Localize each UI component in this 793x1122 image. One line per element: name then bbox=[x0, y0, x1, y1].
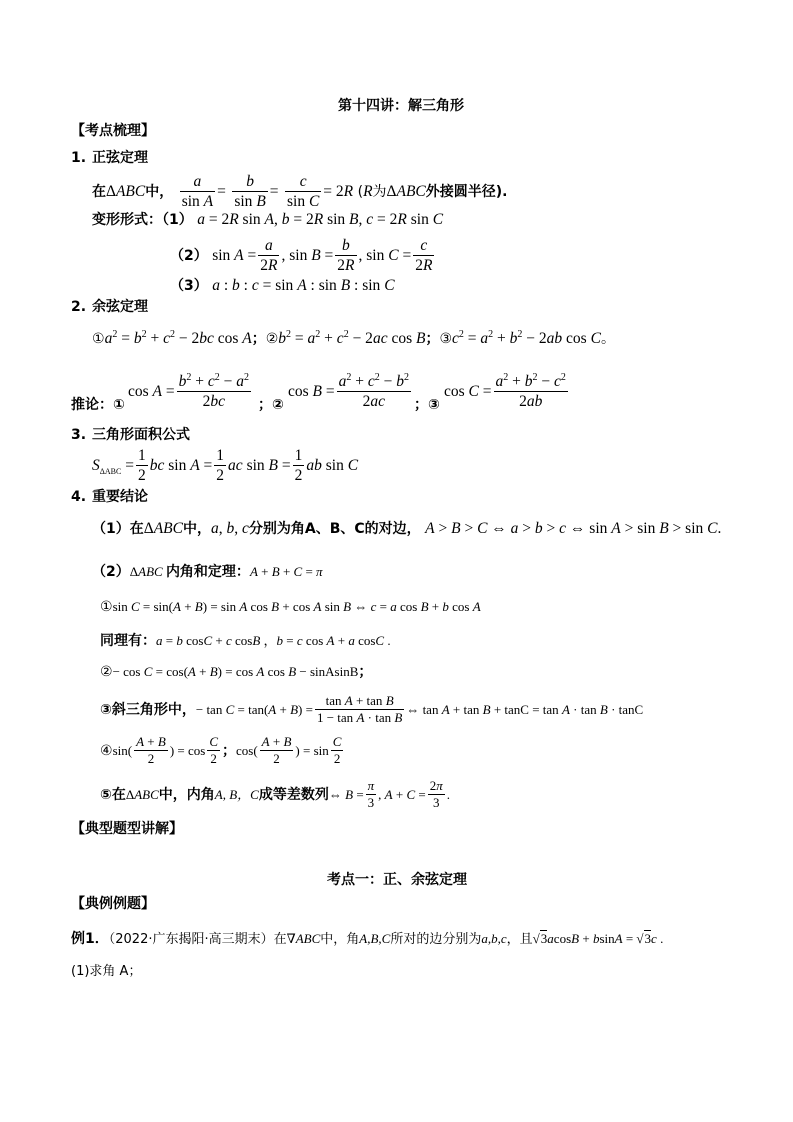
corollary-cos-b: cos B = $\frac{a^2 + c^2 - b^2}{2ac}$ bbox=[288, 372, 410, 411]
sine-variant-3: （3） a : b : c = sin A : sin B : sin C bbox=[170, 277, 395, 294]
item-title-area-formula: 三角形面积公式 bbox=[92, 427, 190, 443]
sine-law-formula: 在ΔABC中， $\frac{a}{\text{sin A}}$ = $\frac{b}{\text{sin B}}$ = $\frac{c}{\text{sin C}}$ = 2R (R为ΔABC外接圆半径). bbox=[92, 173, 508, 211]
conclusion-2-tongli: 同理有：a = b cosC + c cosB ，b = c cos A + a cosC . bbox=[100, 633, 391, 649]
example-1: 例1．（2022·广东揭阳·高三期末）在∇ABC中，角A,B,C所对的边分别为a,b,c，且√3acosB + bsinA = √3c . bbox=[71, 931, 664, 947]
conclusion-2-1: ①sin C = sin(A + B) = sin A cos B + cos A sin B ⇔ c = a cos B + b cos A bbox=[100, 599, 481, 615]
sine-variant-1: 变形形式：（1） a = 2R sin A, b = 2R sin B, c = 2R sin C bbox=[92, 211, 444, 228]
item-number-3: 3. bbox=[71, 427, 87, 443]
area-formula: $S_{\Delta ABC}$ = $\frac{1}{2}$ bc sin A = $\frac{1}{2}$ ac sin B = $\frac{1}{2}$ ab sin C bbox=[92, 447, 359, 485]
corollary-cos-c: cos C = $\frac{a^2 + b^2 - c^2}{2ab}$ bbox=[444, 372, 566, 411]
item-title-conclusions: 重要结论 bbox=[92, 489, 148, 505]
section-dianli: 【典例例题】 bbox=[71, 896, 155, 912]
item-title-cosine-law: 余弦定理 bbox=[92, 299, 148, 315]
corollary-label: 推论：① bbox=[71, 397, 125, 413]
section-kaodian: 【考点梳理】 bbox=[71, 123, 155, 139]
item-number-1: 1. bbox=[71, 150, 87, 166]
page-title: 第十四讲：解三角形 bbox=[338, 98, 464, 114]
section-dianxing: 【典型题型讲解】 bbox=[71, 821, 183, 837]
conclusion-1: （1）在ΔABC中，a, b, c分别为角A、B、C的对边， A > B > C ⇔ a > b > c ⇔ sin A > sin B > sin C. bbox=[92, 520, 722, 537]
item-number-2: 2. bbox=[71, 299, 87, 315]
sine-variant-2: （2） sin A = $\frac{a}{2R}$ , sin B = $\frac{b}{2R}$ , sin C = $\frac{c}{2R}$ bbox=[170, 237, 433, 275]
kaodian-1-title: 考点一：正、余弦定理 bbox=[327, 872, 467, 888]
conclusion-2-3: ③斜三角形中，− tan C = tan(A + B) = $\frac{\text{tan A + tan B}}{\text{1 − tan A · tan B}}$ ⇔ tan A + tan B + tanC = tan A · tan B · tanC bbox=[100, 693, 644, 726]
conclusion-2-2: ②− cos C = cos(A + B) = cos A cos B − sinAsinB； bbox=[100, 664, 373, 680]
corollary-sep-3: ；③ bbox=[414, 397, 440, 413]
conclusion-2-5: ⑤在ΔABC中，内角A, B，C成等差数列⇔ B = $\frac{\pi}{3}$ , A + C = $\frac{2\pi}{3}$ . bbox=[100, 778, 450, 811]
item-title-sine-law: 正弦定理 bbox=[92, 150, 148, 166]
cosine-law-formulas: $①a^2 = b^2 + c^2 - 2bc$ cos A；$②b^2 = a^2 + c^2 - 2ac$ cos B；$③c^2 = a^2 + b^2 - 2ab$ cos C。 bbox=[92, 329, 615, 347]
corollary-cos-a: cos A = $\frac{b^2 + c^2 - a^2}{2bc}$ bbox=[128, 372, 250, 411]
conclusion-2-4: ④sin( $\frac{A + B}{2}$ ) = cos $\frac{C}{2}$ ；cos( $\frac{A + B}{2}$ ) = sin $\frac{C}{2}$ bbox=[100, 734, 342, 767]
example-1-question-1: (1)求角 A； bbox=[71, 964, 142, 979]
conclusion-2: （2）ΔABC 内角和定理：A + B + C = π bbox=[92, 564, 323, 580]
corollary-sep-2: ；② bbox=[258, 397, 284, 413]
item-number-4: 4. bbox=[71, 489, 87, 505]
